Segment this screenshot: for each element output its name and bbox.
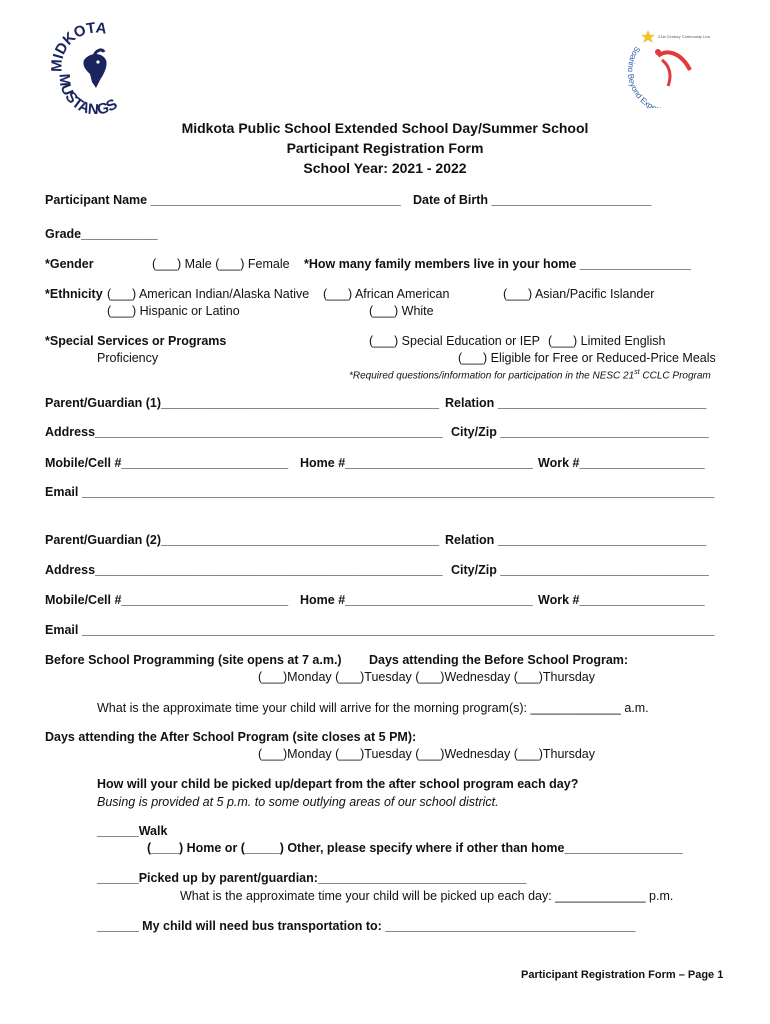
guardian1-cityzip-field[interactable]: City/Zip ______________________________: [451, 425, 709, 439]
guardian2-relation-field[interactable]: Relation ______________________________: [445, 533, 707, 547]
guardian2-mobile-field[interactable]: Mobile/Cell #________________________: [45, 593, 289, 607]
logo-arc-text: Soar yond Expe: [628, 44, 658, 108]
walk-option[interactable]: ______Walk: [97, 824, 168, 838]
form-title-line1: Midkota Public School Extended School Day/Summer School: [181, 120, 589, 136]
participant-name-field[interactable]: Participant Name ____________________________________: [45, 193, 401, 207]
ethnicity-white[interactable]: (___) White: [369, 304, 434, 318]
guardian2-cityzip-field[interactable]: City/Zip ______________________________: [451, 563, 709, 577]
cclc-soaring-logo: [628, 26, 710, 108]
gender-options[interactable]: (___) Male (___) Female: [152, 257, 290, 271]
before-school-days-heading: Days attending the Before School Program:: [369, 653, 629, 667]
limited-english-proficiency-text: Proficiency: [97, 351, 159, 365]
picked-up-by-parent-option[interactable]: ______Picked up by parent/guardian:______________________________: [97, 871, 527, 885]
soaring-figure-icon: [655, 49, 690, 86]
form-title-line2: Participant Registration Form: [286, 140, 484, 156]
svg-text:MUSTANGS: MUSTANGS: [55, 73, 121, 114]
guardian1-address-field[interactable]: Address__________________________________________________: [45, 425, 443, 439]
logo-top-text: MIDKOTA: [50, 22, 108, 73]
star-icon: [641, 30, 655, 43]
before-school-heading: Before School Programming (site opens at 7 a.m.): [45, 653, 342, 667]
guardian2-email-field[interactable]: Email ___________________________________________________________________________________________: [45, 623, 715, 637]
guardian2-name-field[interactable]: Parent/Guardian (2)________________________________________: [45, 533, 440, 547]
special-services-label: *Special Services or Programs: [45, 334, 227, 348]
ethnicity-label: *Ethnicity: [45, 287, 103, 301]
school-year-title: School Year: 2021 - 2022: [303, 160, 467, 176]
arrival-time-field[interactable]: What is the approximate time your child will arrive for the morning program(s): _____________ a.m.: [97, 701, 649, 715]
horse-icon: [83, 50, 106, 88]
ethnicity-asian-pacific[interactable]: (___) Asian/Pacific Islander: [503, 287, 655, 301]
svg-text:21st Century Community Learnin: 21st Century Community Lea: [658, 34, 710, 39]
guardian1-work-field[interactable]: Work #__________________: [538, 456, 705, 470]
guardian1-email-field[interactable]: Email ___________________________________________________________________________________________: [45, 485, 715, 499]
free-reduced-meals-option[interactable]: (___) Eligible for Free or Reduced-Price Meals: [458, 351, 716, 365]
guardian2-work-field[interactable]: Work #__________________: [538, 593, 705, 607]
gender-label: *Gender: [45, 257, 94, 271]
date-of-birth-field[interactable]: Date of Birth _______________________: [413, 193, 652, 207]
guardian2-home-field[interactable]: Home #___________________________: [300, 593, 533, 607]
guardian2-address-field[interactable]: Address__________________________________________________: [45, 563, 443, 577]
busing-note: Busing is provided at 5 p.m. to some outlying areas of our school district.: [97, 795, 499, 809]
required-note: *Required questions/information for participation in the NESC 21st CCLC Program: [349, 369, 711, 382]
family-members-field[interactable]: *How many family members live in your home ________________: [304, 257, 692, 271]
ethnicity-hispanic-latino[interactable]: (___) Hispanic or Latino: [107, 304, 240, 318]
special-education-iep-option[interactable]: (___) Special Education or IEP: [369, 334, 540, 348]
guardian1-name-field[interactable]: Parent/Guardian (1)________________________________________: [45, 396, 440, 410]
ethnicity-american-indian[interactable]: (___) American Indian/Alaska Native: [107, 287, 310, 301]
pickup-time-field[interactable]: What is the approximate time your child will be picked up each day: _____________ p.m.: [180, 889, 674, 903]
before-school-days-options[interactable]: (___)Monday (___)Tuesday (___)Wednesday (___)Thursday: [258, 670, 595, 684]
page-footer: Participant Registration Form – Page 1: [521, 969, 724, 981]
after-school-days-options[interactable]: (___)Monday (___)Tuesday (___)Wednesday (___)Thursday: [258, 747, 595, 761]
walk-destination-options[interactable]: (____) Home or (_____) Other, please specify where if other than home_________________: [147, 841, 683, 855]
midkota-mustangs-logo: [50, 22, 140, 114]
limited-english-option[interactable]: (___) Limited English: [548, 334, 666, 348]
guardian1-home-field[interactable]: Home #___________________________: [300, 456, 533, 470]
after-school-heading: Days attending the After School Program (site closes at 5 PM):: [45, 730, 417, 744]
guardian1-relation-field[interactable]: Relation ______________________________: [445, 396, 707, 410]
pickup-question: How will your child be picked up/depart from the after school program each day?: [97, 777, 579, 791]
grade-field[interactable]: Grade___________: [45, 227, 158, 241]
ethnicity-african-american[interactable]: (___) African American: [323, 287, 450, 301]
guardian1-mobile-field[interactable]: Mobile/Cell #________________________: [45, 456, 289, 470]
bus-transportation-option[interactable]: ______ My child will need bus transportation to: ____________________________________: [97, 919, 636, 933]
